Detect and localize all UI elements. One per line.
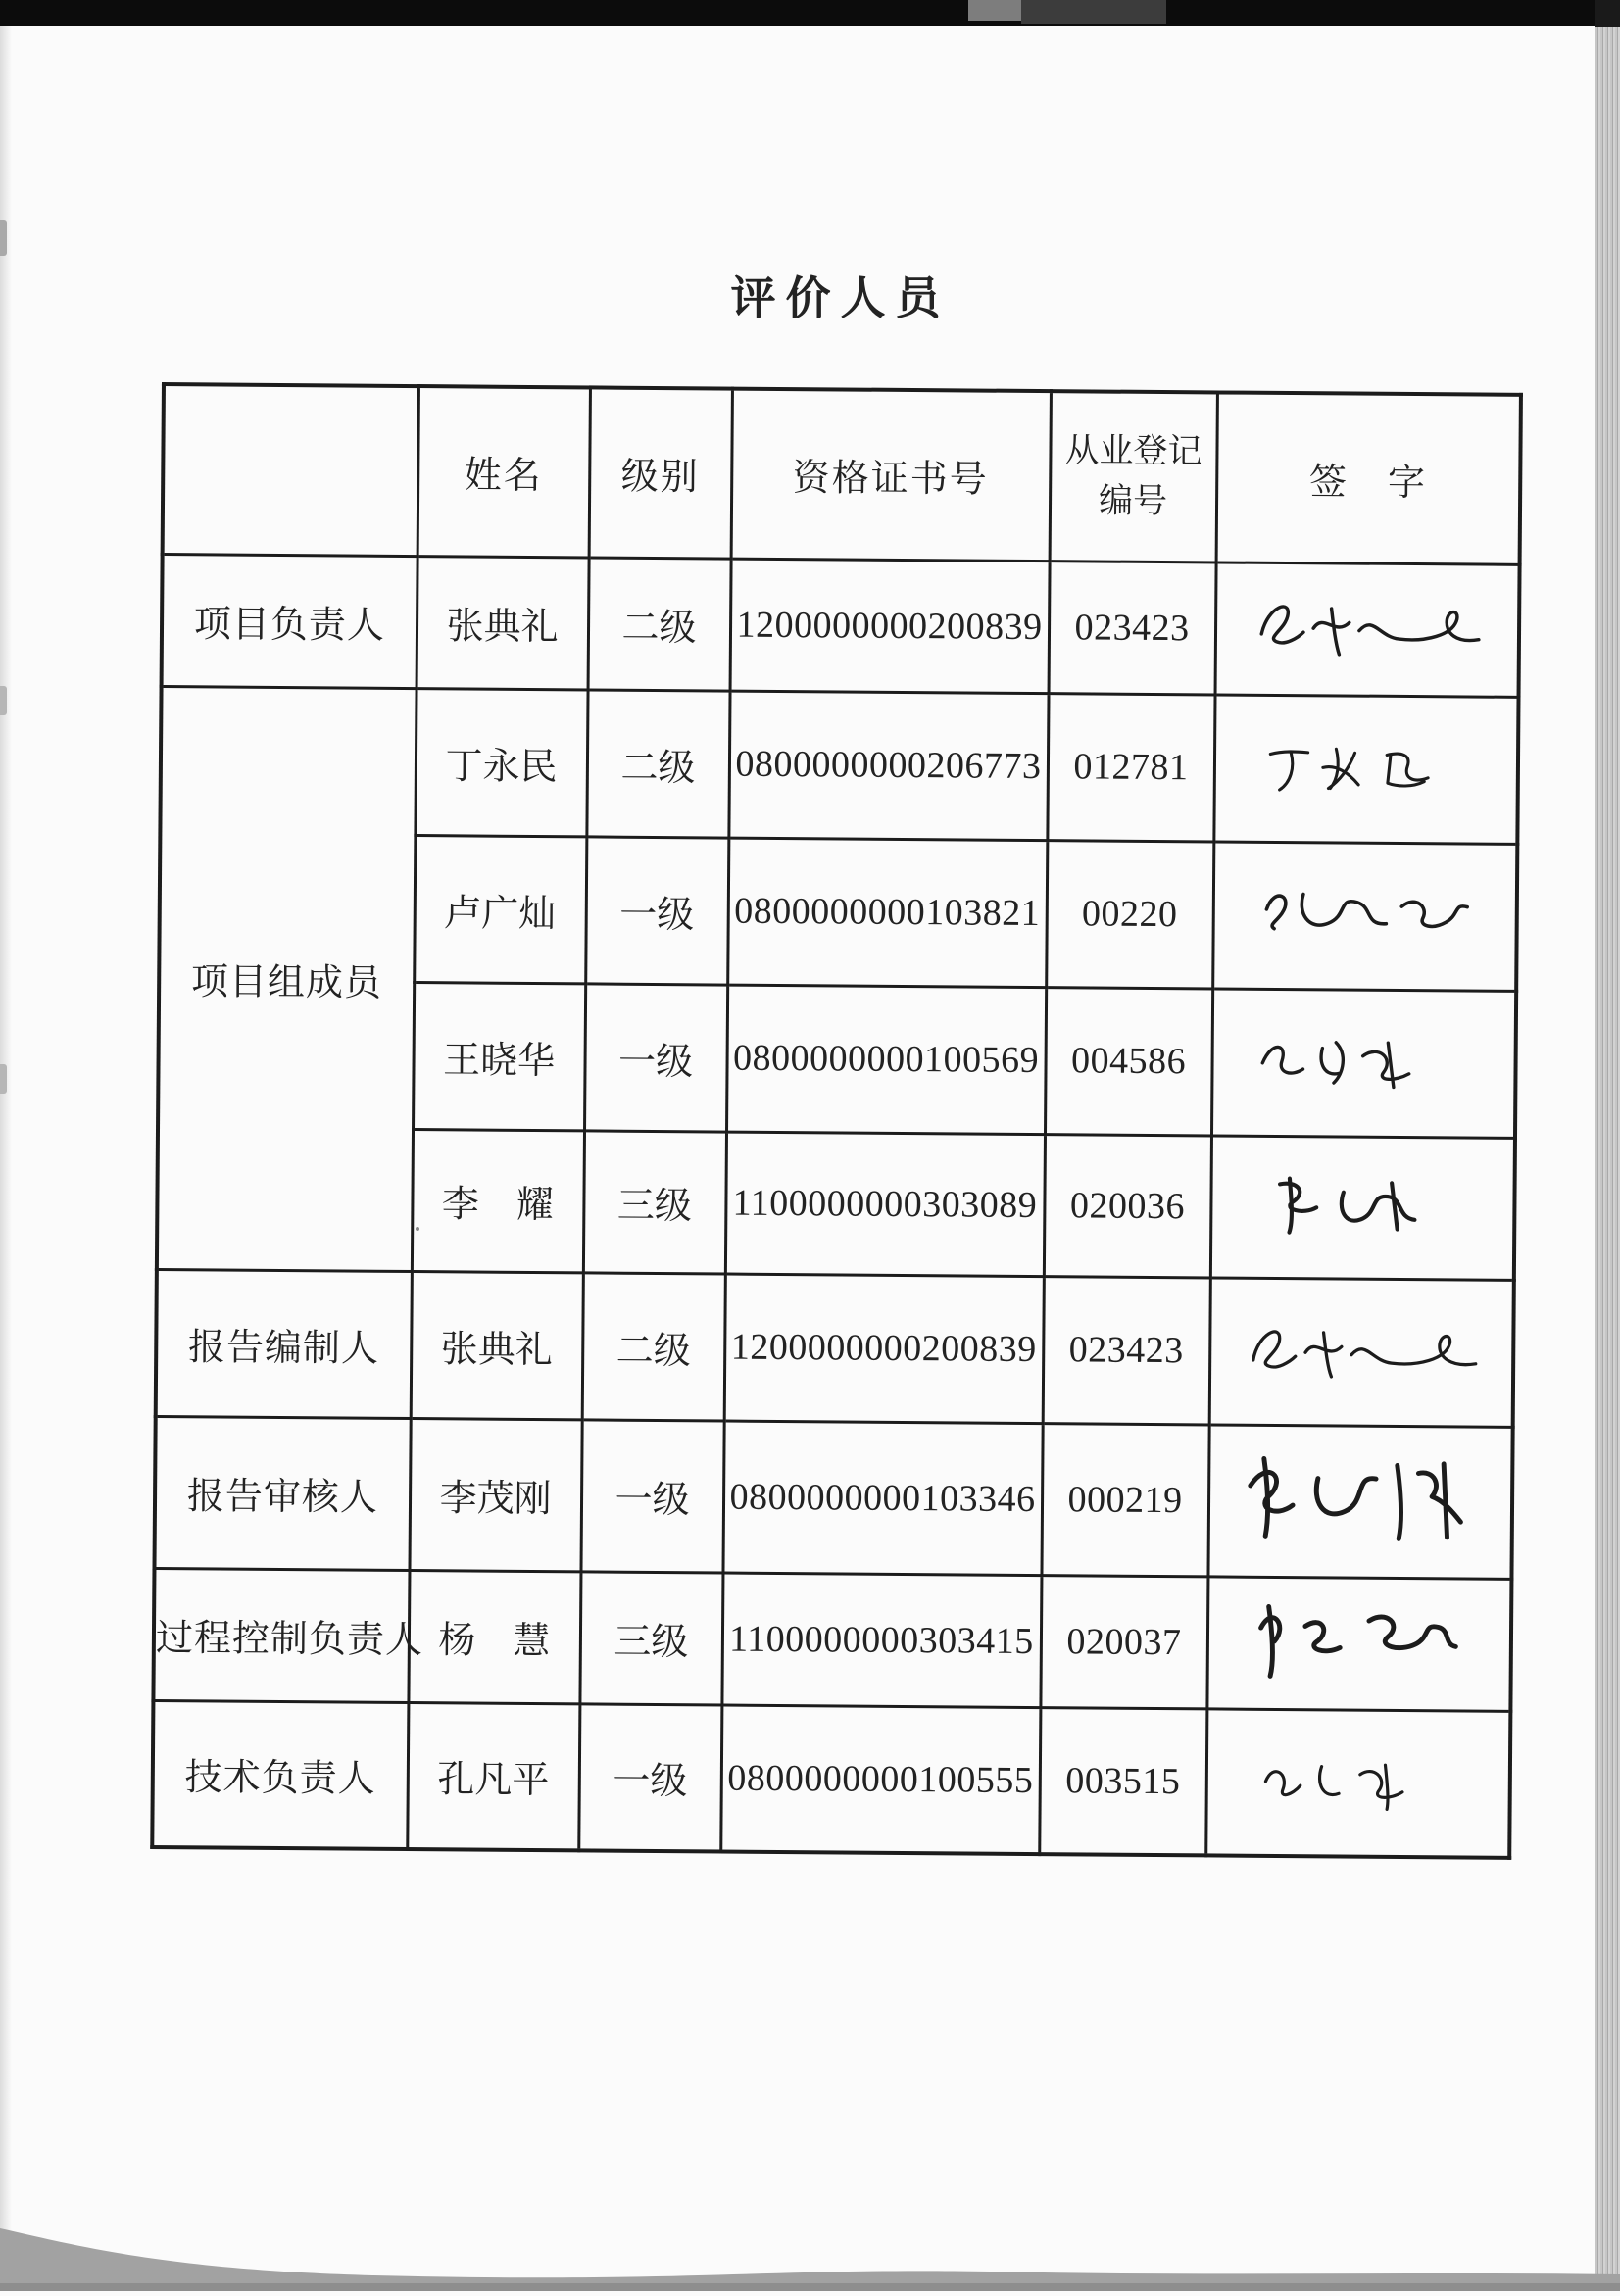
reg-no-cell: 023423 (1049, 561, 1216, 694)
name-cell: 张典礼 (411, 1271, 583, 1419)
header-role-empty (163, 384, 418, 556)
name-cell: 卢广灿 (414, 835, 586, 983)
level-cell: 二级 (582, 1272, 725, 1420)
reg-no-cell: 004586 (1045, 987, 1212, 1135)
level-cell: 一级 (584, 983, 727, 1131)
table-row (152, 1700, 1510, 1858)
level-cell: 一级 (585, 836, 728, 984)
scan-artifact-left-mark (0, 220, 7, 256)
role-project-leader: 项目负责人 (162, 554, 417, 688)
header-level: 级别 (589, 387, 732, 558)
header-reg-no-label: 从业登记编号 (1064, 431, 1203, 520)
header-reg-no (1050, 391, 1217, 562)
level-cell: 二级 (588, 557, 731, 690)
page-title: 评价人员 (730, 273, 951, 323)
table-header-row (163, 384, 1521, 564)
role-process-control-leader: 过程控制负责人 (153, 1568, 409, 1702)
header-signature: 签 字 (1216, 392, 1521, 563)
cert-no-cell: 1200000000200839 (730, 559, 1050, 694)
reg-no-cell: 020036 (1044, 1134, 1211, 1277)
scan-artifact-gray-patch (968, 0, 1021, 21)
level-cell: 一级 (580, 1419, 723, 1572)
signature-cell (1215, 562, 1520, 696)
name-cell: 孔凡平 (407, 1702, 579, 1850)
cert-no-cell: 0800000000206773 (728, 691, 1048, 841)
reg-no-cell: 003515 (1039, 1707, 1206, 1855)
reg-no-cell: 023423 (1043, 1276, 1210, 1424)
signature-cell (1213, 694, 1518, 843)
cert-no-cell: 0800000000100569 (726, 985, 1046, 1135)
level-cell: 一级 (578, 1703, 721, 1851)
reg-no-cell: 00220 (1046, 840, 1213, 988)
scan-artifact-left-shade (0, 26, 12, 2291)
scan-artifact-bottom-shadow (0, 2221, 1620, 2291)
signature-cell (1212, 841, 1517, 990)
signature-zhang-dianli-handwriting (1247, 583, 1487, 675)
signature-lu-guangcan-handwriting (1239, 866, 1491, 966)
page-curl-shape (0, 2221, 1620, 2291)
signature-cell (1207, 1424, 1512, 1578)
role-report-reviewer: 报告审核人 (154, 1416, 410, 1570)
cert-no-cell: 1100000000303089 (725, 1132, 1045, 1277)
level-cell: 二级 (586, 689, 729, 837)
table-row (160, 686, 1518, 844)
signature-li-maogang-handwriting (1224, 1441, 1496, 1561)
scan-artifact-left-mark (0, 1064, 7, 1094)
scan-artifact-left-mark (0, 686, 7, 715)
signature-cell (1209, 1277, 1514, 1426)
table-row (153, 1568, 1511, 1711)
level-cell: 三级 (579, 1571, 722, 1704)
signature-kong-fanping-handwriting (1242, 1737, 1474, 1828)
signature-wang-xiaohua-handwriting (1243, 1015, 1485, 1110)
table-row (156, 1269, 1514, 1427)
level-cell: 三级 (583, 1130, 726, 1273)
table-row (154, 1416, 1512, 1579)
cert-no-cell: 0800000000103346 (722, 1421, 1042, 1576)
cert-no-cell: 0800000000103821 (727, 838, 1047, 988)
signature-li-yao-handwriting (1247, 1160, 1479, 1255)
header-cert-no: 资格证书号 (731, 389, 1051, 562)
name-cell: 李茂刚 (409, 1418, 581, 1571)
signature-ding-yongmin-handwriting (1252, 724, 1479, 814)
personnel-table-wrap (150, 382, 1523, 1860)
cert-no-cell: 1200000000200839 (724, 1274, 1044, 1424)
cert-no-cell: 1100000000303415 (721, 1573, 1041, 1708)
signature-cell (1210, 1135, 1515, 1279)
signature-yang-hui-handwriting (1233, 1587, 1485, 1701)
signature-cell (1205, 1708, 1510, 1857)
role-technical-leader: 技术负责人 (152, 1700, 408, 1849)
role-report-compiler: 报告编制人 (156, 1269, 412, 1418)
reg-no-cell: 000219 (1041, 1423, 1208, 1576)
signature-zhang-dianli-handwriting (1239, 1306, 1485, 1398)
cert-no-cell: 0800000000100555 (720, 1705, 1040, 1855)
name-cell: 杨 慧 (408, 1570, 580, 1703)
personnel-table (150, 382, 1523, 1860)
name-cell: 张典礼 (417, 556, 589, 689)
scan-artifact-dark-patch (1021, 0, 1166, 24)
scan-artifact-top-bar (0, 0, 1620, 26)
scan-artifact-book-edge (1595, 27, 1620, 2291)
signature-cell (1211, 988, 1516, 1137)
name-cell: 丁永民 (415, 688, 587, 836)
role-project-team: 项目组成员 (157, 686, 417, 1271)
name-cell: 李 耀 (412, 1129, 584, 1272)
reg-no-cell: 012781 (1047, 693, 1214, 841)
name-cell: 王晓华 (413, 982, 585, 1130)
reg-no-cell: 020037 (1040, 1575, 1207, 1708)
signature-cell (1206, 1576, 1511, 1710)
table-row (162, 554, 1520, 697)
header-name: 姓名 (417, 386, 590, 557)
